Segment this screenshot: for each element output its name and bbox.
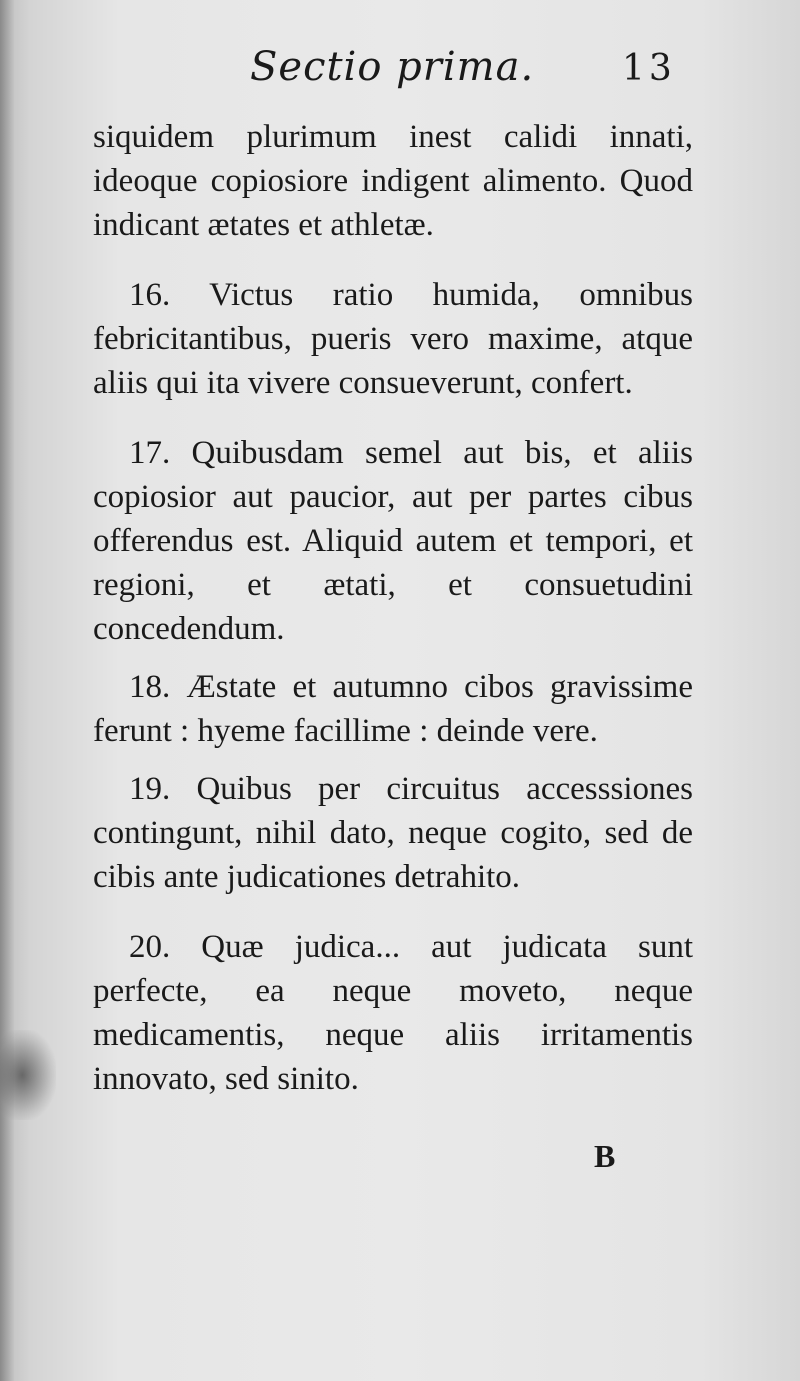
body-text (93, 115, 693, 1101)
aphorism-17-text: 17. Quibusdam semel aut bis, et aliis copiosior aut paucior, aut per partes cibus offerendus est. Aliquid autem et tempori, et regioni, et ætati, et consuetudini concedendum. (93, 435, 693, 647)
page-gutter (0, 0, 14, 1381)
signature-mark: B (594, 1138, 616, 1174)
paragraph-continued: siquidem plurimum inest calidi innati, ideoque copiosiore indigent alimento. Quod indicant ætates et athletæ. (93, 119, 693, 243)
running-title: Sectio prima. (250, 44, 535, 90)
aphorism-19 (93, 767, 693, 899)
aphorism-16-text: 16. Victus ratio humida, omnibus febricitantibus, pueris vero maxime, atque aliis qui ita vivere consueverunt, confert. (93, 277, 693, 401)
page-number: 13 (622, 48, 676, 89)
aphorism-20 (93, 925, 693, 1101)
margin-stain (0, 1030, 56, 1120)
aphorism-18-text: 18. Æstate et autumno cibos gravissime ferunt : hyeme facillime : deinde vere. (93, 669, 693, 749)
aphorism-16 (93, 273, 693, 405)
page-header (0, 40, 800, 110)
aphorism-18 (93, 665, 693, 753)
aphorism-20-text: 20. Quæ judica... aut judicata sunt perfecte, ea neque moveto, neque medicamentis, neque aliis irritamentis innovato, sed sinito. (93, 929, 693, 1097)
aphorism-19-text: 19. Quibus per circuitus accesssiones contingunt, nihil dato, neque cogito, sed de cibis ante judicationes detrahito. (93, 771, 693, 895)
aphorism-17 (93, 431, 693, 651)
